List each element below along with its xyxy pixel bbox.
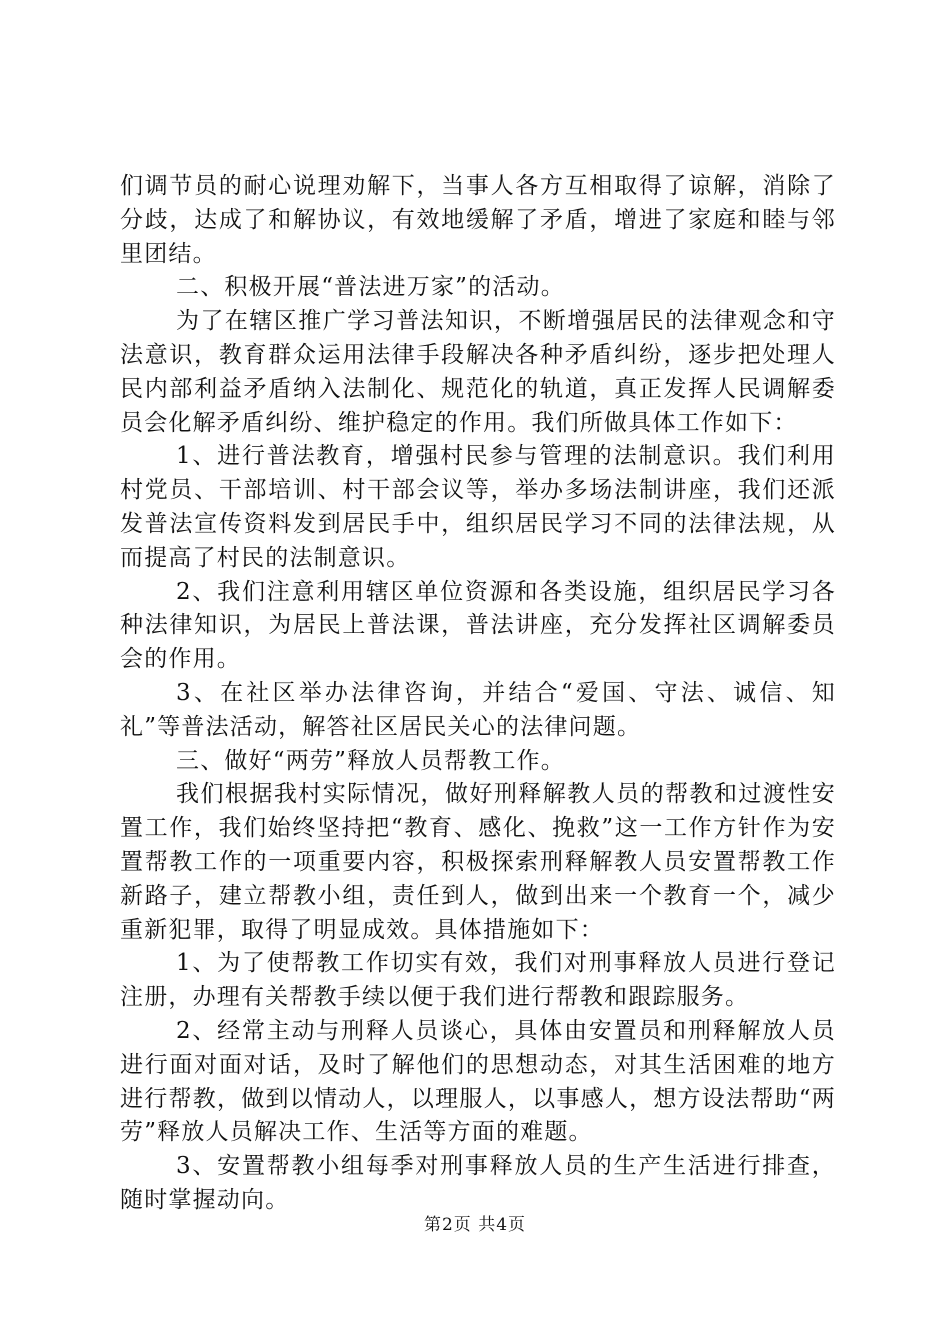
page-number-footer: 第2页 共4页	[423, 1215, 527, 1235]
paragraph-intro-2: 为了在辖区推广学习普法知识，不断增强居民的法律观念和守法意识，教育群众运用法律手段解决各种矛盾纠纷，逐步把处理人民内部利益矛盾纳入法制化、规范化的轨道，真正发挥人民调解委员会化解矛盾纠纷、维护稳定的作用。我们所做具体工作如下：	[120, 308, 836, 436]
paragraph-continuation: 们调节员的耐心说理劝解下，当事人各方互相取得了谅解，消除了分歧，达成了和解协议，有效地缓解了矛盾，增进了家庭和睦与邻里团结。	[120, 173, 836, 267]
list-item-2-2: 2、我们注意利用辖区单位资源和各类设施，组织居民学习各种法律知识，为居民上普法课，普法讲座，充分发挥社区调解委员会的作用。	[120, 578, 836, 673]
section-heading-2: 二、积极开展“普法进万家”的活动。	[176, 274, 565, 301]
list-item-3-1: 1、为了使帮教工作切实有效，我们对刑事释放人员进行登记注册，办理有关帮教手续以便于我们进行帮教和跟踪服务。	[120, 950, 836, 1011]
paragraph-intro-3: 我们根据我村实际情况，做好刑释解教人员的帮教和过渡性安置工作，我们始终坚持把“教育、感化、挽救”这一工作方针作为安置帮教工作的一项重要内容，积极探索刑释解教人员安置帮教工作新路子，建立帮教小组，责任到人，做到出来一个教育一个，减少重新犯罪，取得了明显成效。具体措施如下：	[120, 781, 836, 943]
list-item-3-3: 3、安置帮教小组每季对刑事释放人员的生产生活进行排查，随时掌握动向。	[120, 1153, 836, 1213]
list-item-3-2: 2、经常主动与刑释人员谈心，具体由安置员和刑释解放人员进行面对面对话，及时了解他们的思想动态，对其生活困难的地方进行帮教，做到以情动人，以理服人，以事感人，想方设法帮助“两劳”释放人员解决工作、生活等方面的难题。	[120, 1017, 836, 1146]
list-item-2-1: 1、进行普法教育，增强村民参与管理的法制意识。我们利用村党员、干部培训、村干部会议等，举办多场法制讲座，我们还派发普法宣传资料发到居民手中，组织居民学习不同的法律法规，从而提高了村民的法制意识。	[120, 443, 836, 571]
document-body	[120, 170, 836, 1218]
section-heading-3: 三、做好“两劳”释放人员帮教工作。	[176, 747, 565, 774]
list-item-2-3: 3、在社区举办法律咨询，并结合“爱国、守法、诚信、知礼”等普法活动，解答社区居民关心的法律问题。	[120, 679, 836, 740]
